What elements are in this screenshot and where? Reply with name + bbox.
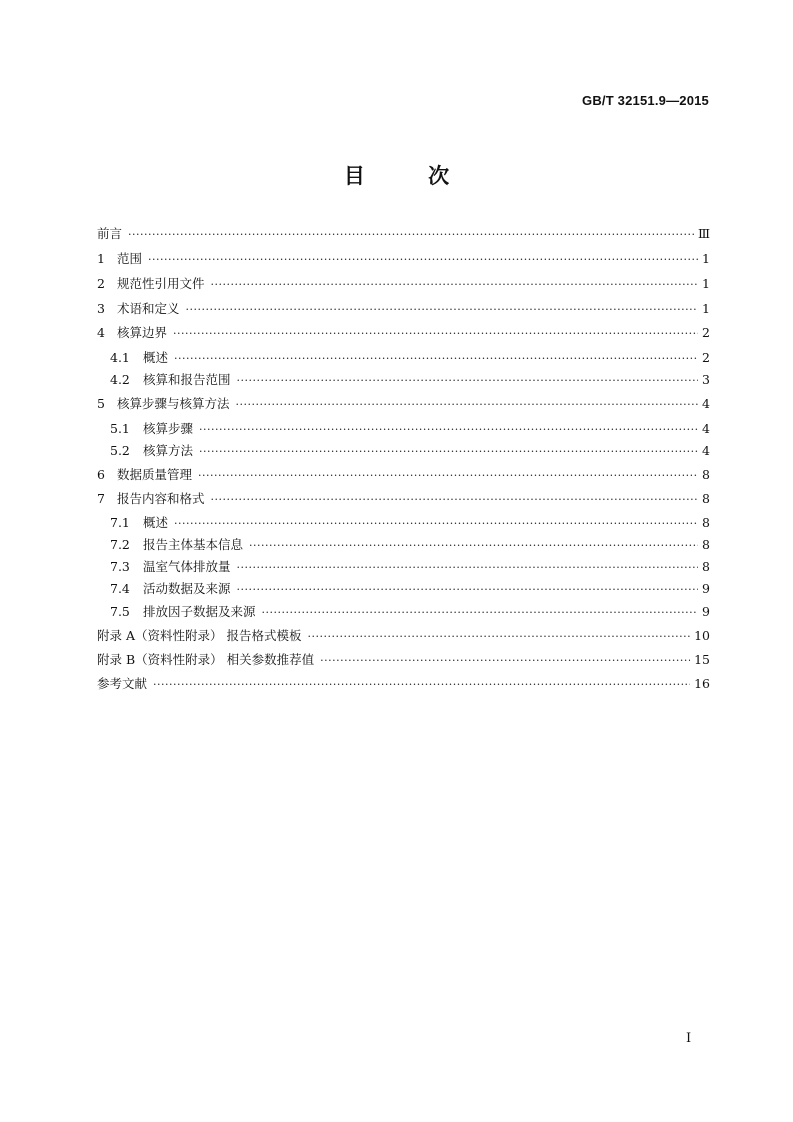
toc-leader-dots [128, 226, 694, 241]
toc-entry-label: 核算方法 [143, 443, 194, 458]
toc-entry[interactable] [97, 515, 710, 530]
toc-entry-number: 7.4 [110, 581, 130, 596]
toc-entry[interactable] [97, 467, 710, 482]
toc-entry-number: 4 [97, 325, 105, 340]
toc-entry-page: 4 [702, 443, 710, 458]
toc-entry[interactable] [97, 226, 710, 241]
toc-entry-label: 参考文献 [97, 676, 148, 691]
toc-entry-page: 8 [702, 515, 710, 530]
toc-entry[interactable] [97, 443, 710, 458]
toc-entry-label: 概述 [143, 350, 169, 365]
page-number: Ⅰ [686, 1031, 692, 1046]
toc-entry-page: 2 [702, 350, 710, 365]
toc-entry[interactable] [97, 325, 710, 340]
toc-entry-page: Ⅲ [697, 226, 710, 241]
toc-entry-label: 核算和报告范围 [143, 372, 231, 387]
toc-entry-page: 1 [702, 301, 710, 316]
toc-entry[interactable] [97, 421, 710, 436]
toc-entry[interactable] [97, 604, 710, 619]
toc-entry-label: 温室气体排放量 [143, 559, 231, 574]
toc-entry-label: 报告主体基本信息 [143, 537, 244, 552]
toc-entry-label: 范围 [117, 251, 143, 266]
toc-entry-number: 7.1 [110, 515, 130, 530]
toc-entry-number: 7.5 [110, 604, 130, 619]
toc-entry[interactable] [97, 676, 710, 691]
toc-entry-label: 核算步骤与核算方法 [117, 396, 230, 411]
page-title: 目 次 [343, 164, 478, 188]
toc-entry-page: 4 [702, 396, 710, 411]
toc-leader-dots [211, 491, 698, 506]
toc-entry-page: 4 [702, 421, 710, 436]
toc-leader-dots [237, 372, 698, 387]
standard-code: GB/T 32151.9—2015 [582, 93, 709, 108]
toc-entry-label: 核算边界 [117, 325, 168, 340]
toc-entry-page: 9 [702, 604, 710, 619]
toc-entry-label: 附录 B（资料性附录） 相关参数推荐值 [97, 652, 315, 667]
toc-entry-page: 1 [702, 276, 710, 291]
toc-entry-label: 术语和定义 [117, 301, 180, 316]
toc-entry-page: 9 [702, 581, 710, 596]
toc-entry-label: 活动数据及来源 [143, 581, 231, 596]
toc-entry[interactable] [97, 581, 710, 596]
toc-entry[interactable] [97, 652, 710, 667]
toc-entry-page: 2 [702, 325, 710, 340]
toc-leader-dots [173, 325, 698, 340]
toc-leader-dots [186, 301, 698, 316]
toc-entry-label: 前言 [97, 226, 123, 241]
toc-leader-dots [148, 251, 698, 266]
toc-entry[interactable] [97, 396, 710, 411]
toc-leader-dots [249, 537, 698, 552]
toc-entry[interactable] [97, 491, 710, 506]
toc-entry[interactable] [97, 628, 710, 643]
toc-entry-label: 数据质量管理 [117, 467, 193, 482]
toc-entry-number: 3 [97, 301, 105, 316]
toc-entry-page: 8 [702, 467, 710, 482]
toc-entry-label: 核算步骤 [143, 421, 194, 436]
toc-entry-page: 8 [702, 559, 710, 574]
toc-entry-label: 排放因子数据及来源 [143, 604, 256, 619]
toc-leader-dots [153, 676, 690, 691]
toc-entry-number: 2 [97, 276, 105, 291]
toc-entry[interactable] [97, 537, 710, 552]
toc-entry-page: 10 [694, 628, 710, 643]
toc-entry[interactable] [97, 559, 710, 574]
toc-entry-label: 报告内容和格式 [117, 491, 205, 506]
toc-entry[interactable] [97, 251, 710, 266]
toc-leader-dots [307, 628, 690, 643]
toc-entry-number: 6 [97, 467, 105, 482]
toc-entry-number: 5.2 [110, 443, 130, 458]
toc-leader-dots [211, 276, 698, 291]
toc-leader-dots [237, 581, 698, 596]
toc-leader-dots [237, 559, 698, 574]
toc-leader-dots [262, 604, 698, 619]
toc-leader-dots [174, 350, 698, 365]
toc-entry-label: 附录 A（资料性附录） 报告格式模板 [97, 628, 302, 643]
toc-leader-dots [174, 515, 698, 530]
toc-entry-number: 1 [97, 251, 105, 266]
toc-leader-dots [320, 652, 690, 667]
toc-entry-number: 7.3 [110, 559, 130, 574]
toc-entry-page: 3 [702, 372, 710, 387]
toc-entry-number: 7 [97, 491, 105, 506]
toc-entry[interactable] [97, 276, 710, 291]
toc-entry[interactable] [97, 372, 710, 387]
toc-leader-dots [199, 421, 698, 436]
toc-leader-dots [199, 443, 698, 458]
toc-entry-number: 5.1 [110, 421, 130, 436]
toc-entry-page: 8 [702, 491, 710, 506]
toc-leader-dots [236, 396, 698, 411]
toc-entry-page: 8 [702, 537, 710, 552]
toc-entry-page: 16 [694, 676, 710, 691]
toc-entry-number: 4.2 [110, 372, 130, 387]
toc-entry-number: 7.2 [110, 537, 130, 552]
toc-entry[interactable] [97, 350, 710, 365]
toc-entry-label: 规范性引用文件 [117, 276, 205, 291]
toc-entry-number: 4.1 [110, 350, 130, 365]
toc-leader-dots [198, 467, 698, 482]
toc-entry[interactable] [97, 301, 710, 316]
toc-entry-label: 概述 [143, 515, 169, 530]
toc-entry-number: 5 [97, 396, 105, 411]
toc-entry-page: 1 [702, 251, 710, 266]
toc-entry-page: 15 [694, 652, 710, 667]
